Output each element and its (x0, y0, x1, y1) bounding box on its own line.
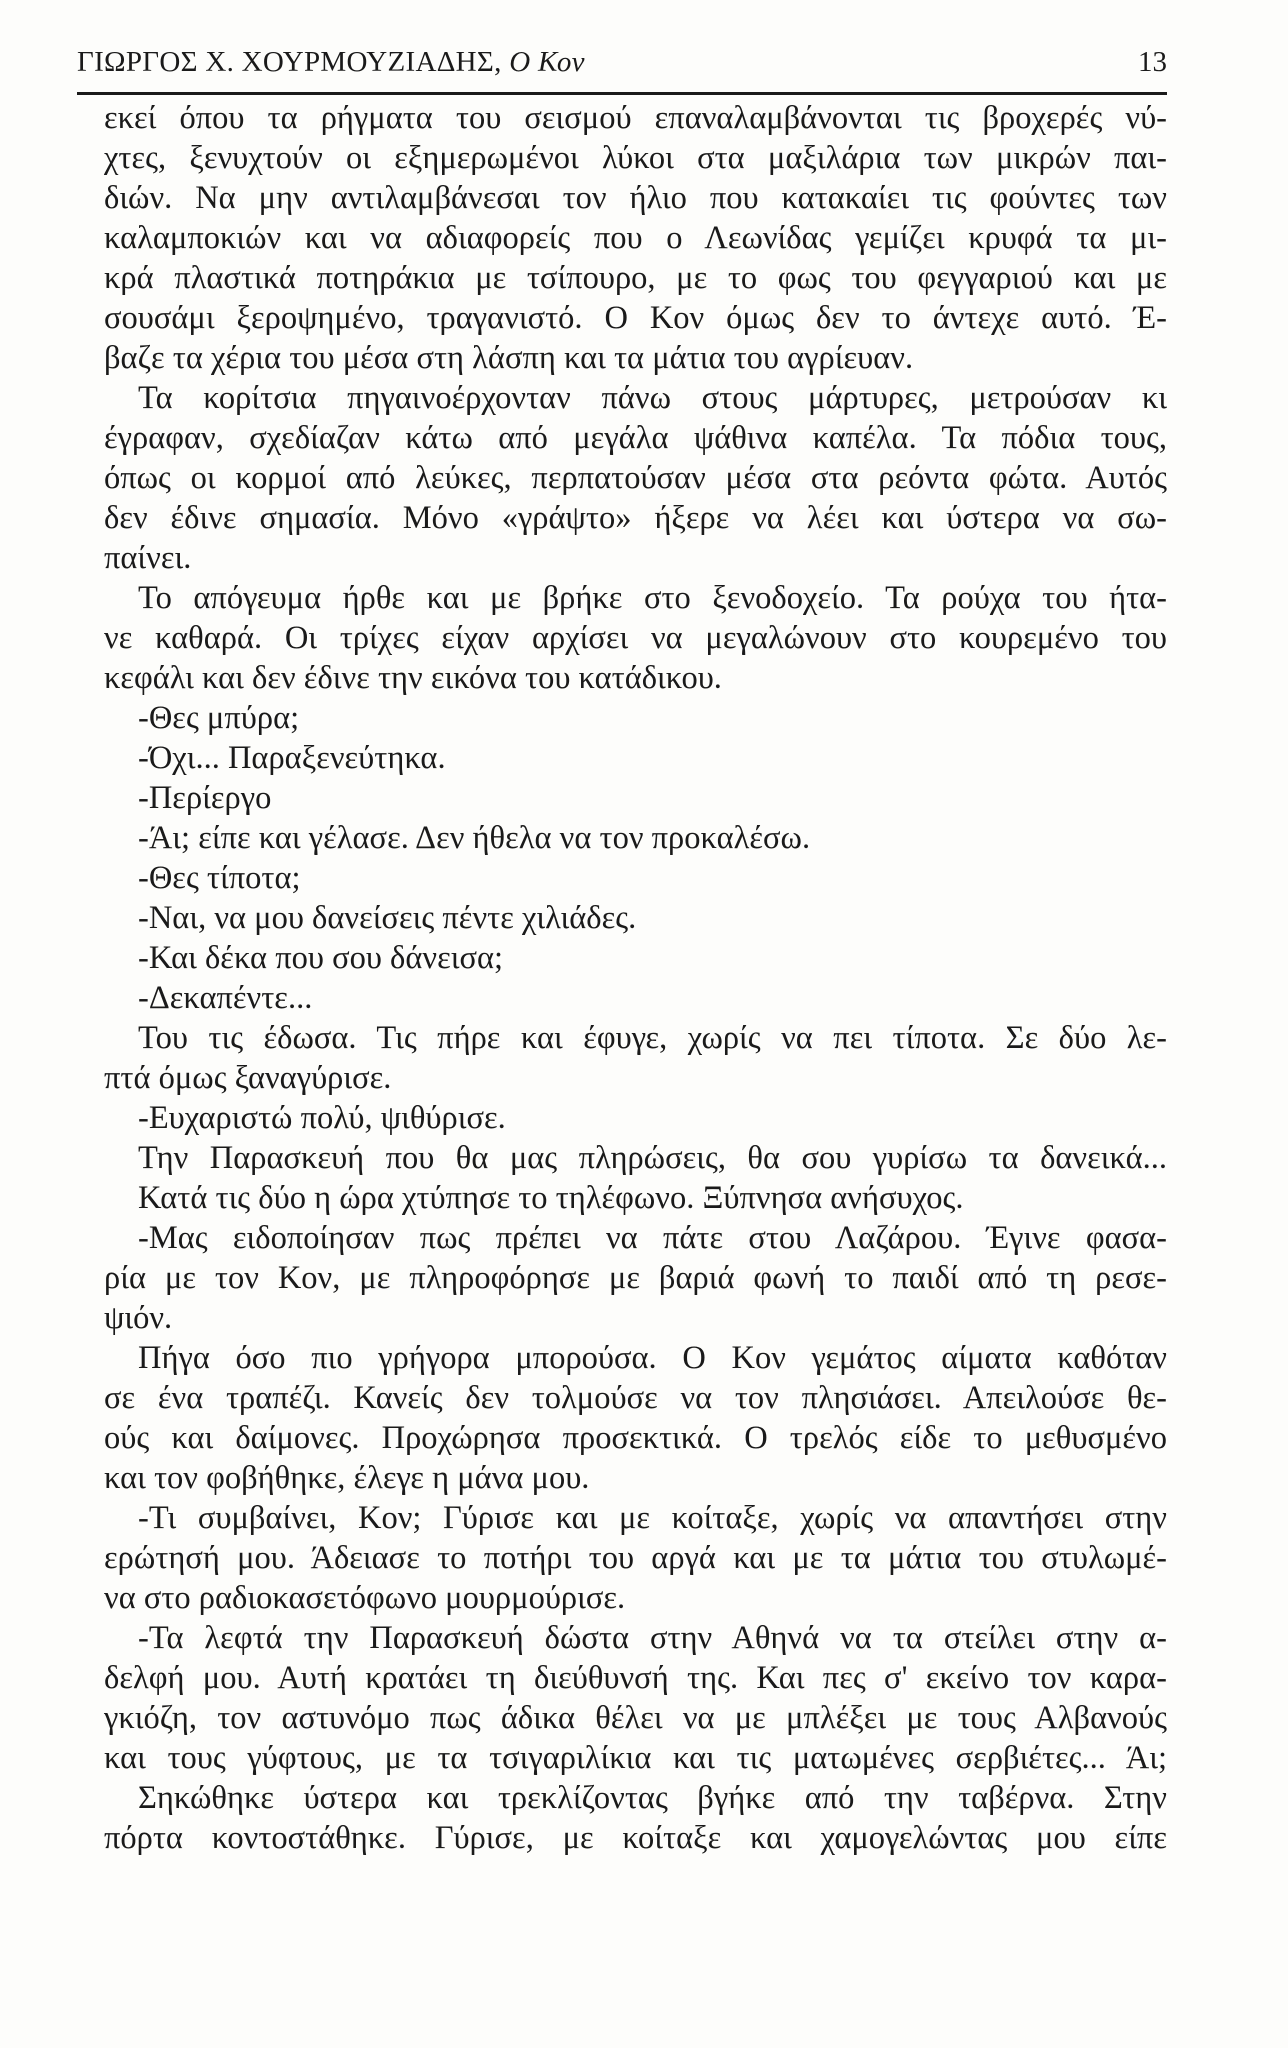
text-line: Την Παρασκευή που θα μας πληρώσεις, θα σου γυρίσω τα δανεικά... (138, 1140, 1167, 1176)
text-line: και τους γύφτους, με τα τσιγαριλίκια και τις ματωμένες σερβιέτες... Άι; (104, 1740, 1167, 1776)
text-line: κρά πλαστικά ποτηράκια με τσίπουρο, με το φως του φεγγαριού και με (104, 260, 1167, 296)
text-line: -Όχι... Παραξενεύτηκα. (138, 740, 446, 776)
text-line: -Τι συμβαίνει, Κον; Γύρισε και με κοίταξε, χωρίς να απαντήσει στην (138, 1500, 1167, 1536)
text-line: σουσάμι ξεροψημένο, τραγανιστό. Ο Κον όμως δεν το άντεχε αυτό. Έ- (104, 300, 1167, 336)
text-line: και τον φοβήθηκε, έλεγε η μάνα μου. (104, 1460, 590, 1496)
running-header (77, 40, 1167, 84)
page-number: 13 (1138, 46, 1167, 78)
text-line: δεν έδινε σημασία. Μόνο «γράψτο» ήξερε να λέει και ύστερα να σω- (104, 500, 1167, 536)
text-line: -Θες τίποτα; (138, 860, 301, 896)
text-line: ερώτησή μου. Άδειασε το ποτήρι του αργά και με τα μάτια του στυλωμέ- (104, 1540, 1167, 1576)
text-line: όπως οι κορμοί από λεύκες, περπατούσαν μέσα στα ρεόντα φώτα. Αυτός (104, 460, 1167, 496)
text-line: δελφή μου. Αυτή κρατάει τη διεύθυνσή της. Και πες σ' εκείνο τον καρα- (104, 1660, 1167, 1696)
text-line: -Τα λεφτά την Παρασκευή δώστα στην Αθηνά να τα στείλει στην α- (138, 1620, 1167, 1656)
text-line: κεφάλι και δεν έδινε την εικόνα του κατάδικου. (104, 660, 722, 696)
text-line: -Θες μπύρα; (138, 700, 300, 736)
text-line: -Μας ειδοποίησαν πως πρέπει να πάτε στου Λαζάρου. Έγινε φασα- (138, 1220, 1167, 1256)
text-line: να στο ραδιοκασετόφωνο μουρμούρισε. (104, 1580, 626, 1616)
text-line: νε καθαρά. Οι τρίχες είχαν αρχίσει να μεγαλώνουν στο κουρεμένο του (104, 620, 1167, 656)
text-line: καλαμποκιών και να αδιαφορείς που ο Λεωνίδας γεμίζει κρυφά τα μι- (104, 220, 1167, 256)
text-line: πτά όμως ξαναγύρισε. (104, 1060, 392, 1096)
text-line: παίνει. (104, 540, 192, 576)
text-line: ρία με τον Κον, με πληροφόρησε με βαριά φωνή το παιδί από τη ρεσε- (104, 1260, 1167, 1296)
book-title: Ο Κον (509, 46, 585, 78)
header-rule (77, 92, 1167, 95)
text-line: πόρτα κοντοστάθηκε. Γύρισε, με κοίταξε και χαμογελώντας μου είπε (104, 1820, 1167, 1856)
text-line: -Και δέκα που σου δάνεισα; (138, 940, 504, 976)
author-name: ΓΙΩΡΓΟΣ Χ. ΧΟΥΡΜΟΥΖΙΑΔΗΣ, (77, 46, 510, 78)
text-line: διών. Να μην αντιλαμβάνεσαι τον ήλιο που κατακαίει τις φούντες των (104, 180, 1167, 216)
text-line: Πήγα όσο πιο γρήγορα μπορούσα. Ο Κον γεμάτος αίματα καθόταν (138, 1340, 1167, 1376)
text-line: -Ναι, να μου δανείσεις πέντε χιλιάδες. (138, 900, 637, 936)
text-line: -Περίεργο (138, 780, 272, 816)
text-line: χτες, ξενυχτούν οι εξημερωμένοι λύκοι στα μαξιλάρια των μικρών παι- (104, 140, 1167, 176)
text-line: -Ευχαριστώ πολύ, ψιθύρισε. (138, 1100, 506, 1136)
text-line: -Άι; είπε και γέλασε. Δεν ήθελα να τον προκαλέσω. (138, 820, 811, 856)
text-line: -Δεκαπέντε... (138, 980, 313, 1016)
text-line: Κατά τις δύο η ώρα χτύπησε το τηλέφωνο. Ξύπνησα ανήσυχος. (138, 1180, 964, 1216)
text-line: Του τις έδωσα. Τις πήρε και έφυγε, χωρίς να πει τίποτα. Σε δύο λε- (138, 1020, 1167, 1056)
running-header-title (77, 46, 585, 79)
text-line: Το απόγευμα ήρθε και με βρήκε στο ξενοδοχείο. Τα ρούχα του ήτα- (138, 580, 1167, 616)
text-line: έγραφαν, σχεδίαζαν κάτω από μεγάλα ψάθινα καπέλα. Τα πόδια τους, (104, 420, 1167, 456)
text-line: εκεί όπου τα ρήγματα του σεισμού επαναλαμβάνονται τις βροχερές νύ- (104, 100, 1167, 136)
text-line: βαζε τα χέρια του μέσα στη λάσπη και τα μάτια του αγρίευαν. (104, 340, 914, 376)
text-line: Τα κορίτσια πηγαινοέρχονταν πάνω στους μάρτυρες, μετρούσαν κι (138, 380, 1167, 416)
text-line: σε ένα τραπέζι. Κανείς δεν τολμούσε να τον πλησιάσει. Απειλούσε θε- (104, 1380, 1167, 1416)
text-line: ψιόν. (104, 1300, 173, 1336)
text-line: Σηκώθηκε ύστερα και τρεκλίζοντας βγήκε από την ταβέρνα. Στην (138, 1780, 1167, 1816)
text-line: ούς και δαίμονες. Προχώρησα προσεκτικά. Ο τρελός είδε το μεθυσμένο (104, 1420, 1167, 1456)
text-line: γκιόζη, τον αστυνόμο πως άδικα θέλει να με μπλέξει με τους Αλβανούς (104, 1700, 1167, 1736)
